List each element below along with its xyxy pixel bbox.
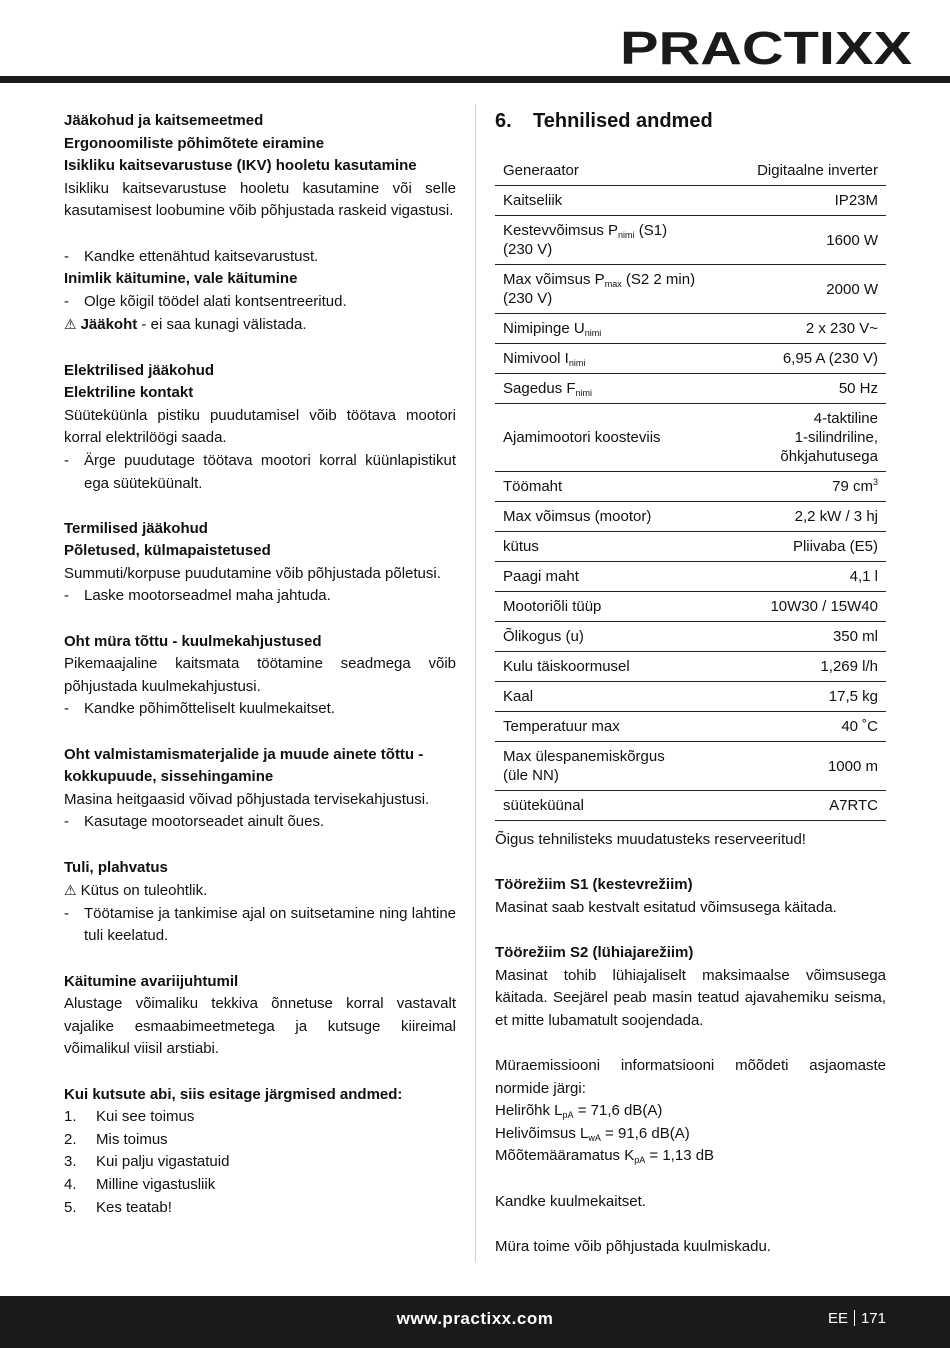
brand-text: PRACTIXX — [620, 22, 913, 74]
website-url: www.practixx.com — [396, 1309, 554, 1328]
table-row: Mootoriõli tüüp 10W30 / 15W40 — [495, 592, 886, 622]
paragraph: Masinat saab kestvalt esitatud võimsusega käitada. — [495, 898, 837, 916]
column-divider — [475, 104, 476, 1262]
warning-icon: ⚠ — [64, 882, 77, 899]
table-row: Kestevvõimsus $P_{nimi}$ (S1) (230 V) 1600 W — [495, 216, 886, 265]
table-row: Töömaht 79 $cm^3$ — [495, 472, 886, 502]
spec-table — [495, 156, 886, 821]
heading: Töörežiim S2 (lühiajarežiim) — [495, 943, 694, 961]
paragraph: Müra toime võib põhjustada kuulmiskadu. — [495, 1237, 771, 1255]
warning-line: ⚠ Kütus on tuleohtlik. — [64, 882, 208, 900]
paragraph: Summuti/korpuse puudutamine võib põhjustada põletusi. — [64, 564, 441, 582]
table-row: Sagedus $F_{nimi}$ 50 Hz — [495, 374, 886, 404]
heading: Isikliku kaitsevarustuse (IKV) hooletu kasutamine — [64, 157, 417, 175]
heading: Jääkohud ja kaitsemeetmed — [64, 112, 264, 129]
noise-value: Helirõhk $L_{pA} = 71,6$ dB(A) — [495, 1102, 663, 1121]
heading: Termilised jääkohud — [64, 519, 208, 537]
list-item: - Kasutage mootorseadet ainult õues. — [64, 813, 325, 831]
heading: Oht müra tõttu - kuulmekahjustused — [64, 632, 322, 650]
heading: Inimlik käitumine, vale käitumine — [64, 270, 298, 288]
paragraph: Kandke kuulmekaitset. — [495, 1192, 646, 1210]
heading: Tuli, plahvatus — [64, 858, 168, 876]
table-row: Nimivool $I_{nimi}$ 6,95 A (230 V) — [495, 344, 886, 374]
paragraph: Isikliku kaitsevarustuse hooletu kasutamine või selle kasutamisest loobumine võib põhjustada raskeid vigastusi. — [64, 179, 456, 220]
paragraph: Alustage võimaliku tekkiva õnnetuse korral vastavalt vajalike esmaabimeetmetega ja kutsuge kiireimal võimalikul viisil arstiabi. — [64, 995, 456, 1058]
page-header — [0, 0, 950, 84]
heading: Töörežiim S1 (kestevrežiim) — [495, 876, 693, 894]
table-row: Max võimsus (mootor) 2,2 kW / 3 hj — [495, 502, 886, 532]
page-number: EE 171 — [827, 1310, 886, 1327]
numbered-item: 1. Kui see toimus — [64, 1108, 195, 1126]
heading: Oht valmistamismaterjalide ja muude ainete tõttu - kokkupuude, sissehingamine — [64, 745, 424, 786]
warning-line: ⚠ Jääkoht - ei saa kunagi välistada. — [64, 316, 307, 334]
paragraph: Pikemaajaline kaitsmata töötamine seadmega võib põhjustada kuulmekahjustusi. — [64, 655, 456, 695]
list-item: - Laske mootorseadmel maha jahtuda. — [64, 587, 331, 605]
numbered-item: 5. Kes teatab! — [64, 1198, 172, 1216]
table-row: Ajamimootori koosteviis 4-taktiline 1-silindriline, õhkjahutusega — [495, 404, 886, 472]
table-row: Temperatuur max 40 ˚C — [495, 712, 886, 742]
paragraph: Masinat tohib lühiajaliselt maksimaalse võimsusega käitada. Seejärel peab masin teatud ajavahemiku seisma, et mitte lubamatult soojendada. — [495, 966, 886, 1029]
heading: Kui kutsute abi, siis esitage järgmised andmed: — [64, 1085, 403, 1103]
page-footer — [0, 1296, 950, 1348]
header-rule — [0, 76, 950, 83]
heading: Elektrilised jääkohud — [64, 361, 215, 379]
list-item: - Töötamise ja tankimise ajal on suitsetamine ning lahtine tuli keelatud. — [64, 904, 456, 945]
left-column — [64, 110, 456, 1219]
reserve-note: Õigus tehnilisteks muudatusteks reserveeritud! — [495, 831, 806, 848]
table-row: Kaal 17,5 kg — [495, 682, 886, 712]
paragraph: Masina heitgaasid võivad põhjustada tervisekahjustusi. — [64, 790, 430, 808]
table-row: Max ülespanemiskõrgus (üle NN) 1000 m — [495, 742, 886, 791]
table-row: Generaator Digitaalne inverter — [495, 156, 886, 186]
right-column — [495, 110, 886, 1258]
numbered-item: 2. Mis toimus — [64, 1130, 168, 1148]
table-row: Paagi maht 4,1 l — [495, 562, 886, 592]
list-item: - Kandke põhimõtteliselt kuulmekaitset. — [64, 700, 335, 718]
table-row: Nimipinge $U_{nimi}$ 2 x 230 V~ — [495, 314, 886, 344]
heading: Käitumine avariijuhtumil — [64, 972, 239, 990]
section-title: 6. Tehnilised andmed — [495, 110, 713, 132]
table-row: süüteküünal A7RTC — [495, 791, 886, 821]
warning-icon: ⚠ — [64, 316, 77, 333]
table-row: kütus Pliivaba (E5) — [495, 532, 886, 562]
table-row: Kulu täiskoormusel 1,269 l/h — [495, 652, 886, 682]
numbered-item: 4. Milline vigastusliik — [64, 1175, 216, 1193]
numbered-item: 3. Kui palju vigastatuid — [64, 1153, 230, 1171]
paragraph: Müraemissiooni informatsiooni mõõdeti asjaomaste normide järgi: — [495, 1056, 886, 1097]
heading: Põletused, külmapaistetused — [64, 542, 271, 560]
list-item: - Olge kõigil töödel alati kontsentreeritud. — [64, 292, 347, 310]
list-item: - Ärge puudutage töötava mootori korral küünlapistikut ega süüteküünalt. — [64, 451, 456, 492]
heading: Elektriline kontakt — [64, 384, 194, 402]
table-row: Kaitseliik IP23M — [495, 186, 886, 216]
paragraph: Süüteküünla pistiku puudutamisel võib töötava mootori korral elektrilöögi saada. — [64, 406, 456, 447]
list-item: - Kandke ettenähtud kaitsevarustust. — [64, 247, 319, 265]
noise-value: Helivõimsus $L_{wA} = 91,6$ dB(A) — [495, 1124, 690, 1143]
noise-value: Mõõtemääramatus $K_{pA} = 1,13$ dB — [495, 1147, 715, 1166]
heading: Ergonoomiliste põhimõtete eiramine — [64, 134, 325, 152]
practixx-logo — [620, 14, 920, 78]
table-row: Max võimsus $P_{max}$ (S2 2 min) (230 V) 2000 W — [495, 265, 886, 314]
table-row: Õlikogus (u) 350 ml — [495, 622, 886, 652]
